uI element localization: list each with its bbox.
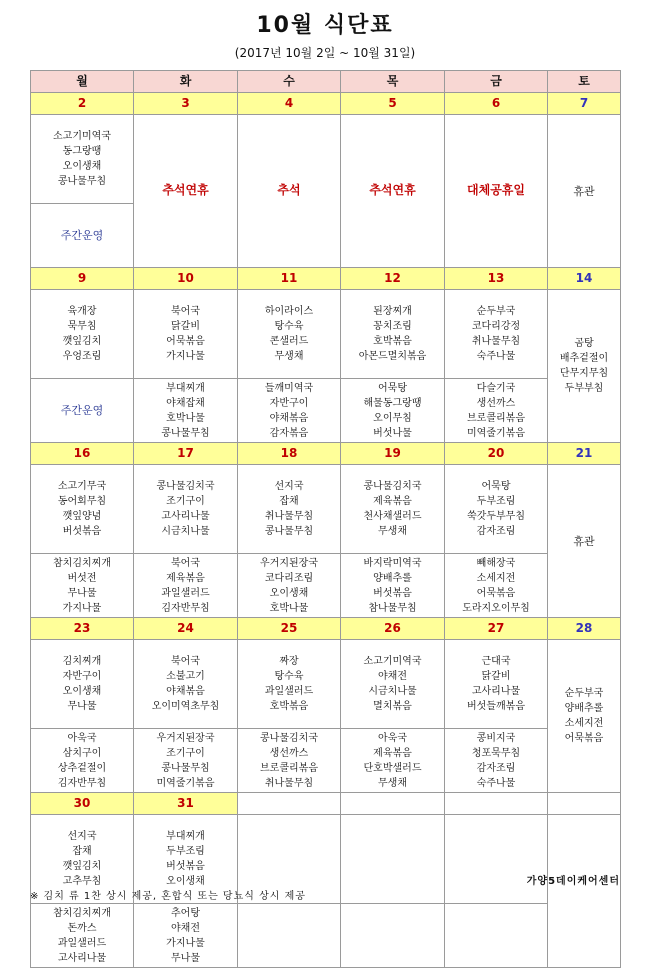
menu-item: 깻잎김치 — [62, 861, 102, 872]
menu-item: 오이생채 — [62, 161, 102, 172]
menu-item: 된장찌개 — [373, 306, 412, 317]
menu-item: 쑥갓두부무침 — [467, 511, 525, 522]
menu-item: 멸치볶음 — [373, 701, 412, 712]
date-cell: 9 — [31, 268, 134, 290]
dinner-cell — [341, 554, 445, 618]
menu-item: 천사채샐러드 — [363, 511, 422, 522]
menu-table — [30, 70, 621, 968]
dinner-cell — [134, 554, 238, 618]
lunch-row — [31, 290, 621, 379]
saturday-item: 두부부침 — [564, 383, 604, 394]
menu-item: 잡채 — [279, 496, 299, 507]
date-cell: 6 — [445, 93, 548, 115]
menu-item: 브로콜리볶음 — [467, 412, 525, 424]
dinner-row — [31, 379, 621, 443]
menu-item: 북어국 — [171, 557, 200, 569]
menu-item: 호박나물 — [269, 602, 309, 614]
dinner-cell — [31, 554, 134, 618]
menu-item: 취나물무침 — [264, 777, 314, 789]
menu-item: 시금치나물 — [161, 526, 210, 537]
weekly-operation-label: 주간운영 — [60, 403, 104, 417]
date-cell — [445, 793, 548, 815]
saturday-cell — [548, 465, 621, 618]
menu-item: 브로콜리볶음 — [260, 762, 318, 774]
date-cell — [341, 793, 445, 815]
menu-item: 과일샐러드 — [161, 587, 210, 599]
date-cell — [238, 793, 341, 815]
dinner-cell — [238, 904, 341, 968]
dinner-row — [31, 554, 621, 618]
dinner-cell — [31, 204, 134, 268]
menu-item: 야채전 — [171, 922, 200, 934]
menu-item: 상추겉절이 — [57, 762, 107, 774]
lunch-cell — [31, 290, 134, 379]
menu-item: 오이생채 — [166, 876, 205, 887]
menu-item: 부대찌개 — [166, 382, 205, 394]
holiday-cell — [445, 115, 548, 268]
menu-item: 선지국 — [274, 481, 304, 492]
saturday-item: 양배추롤 — [564, 703, 604, 714]
date-row — [31, 793, 621, 815]
saturday-item: 소세지전 — [564, 718, 604, 729]
menu-item: 어묵탕 — [378, 382, 407, 394]
menu-item: 무생채 — [274, 351, 304, 362]
date-range: (2017년 10월 2일 ~ 10월 31일) — [234, 46, 416, 60]
menu-item: 묵무침 — [67, 321, 97, 332]
menu-item: 고사리나물 — [161, 511, 210, 522]
dinner-cell — [31, 729, 134, 793]
date-cell: 16 — [31, 443, 134, 465]
menu-item: 닭갈비 — [171, 321, 200, 332]
dinner-cell — [134, 729, 238, 793]
menu-item: 김자반무침 — [161, 602, 210, 614]
date-cell: 17 — [134, 443, 238, 465]
menu-item: 조기구이 — [166, 496, 205, 507]
menu-item: 소불고기 — [166, 671, 205, 682]
menu-item: 탕수육 — [274, 671, 304, 682]
dinner-cell — [238, 379, 341, 443]
lunch-cell — [31, 115, 134, 204]
menu-item: 감자조림 — [476, 762, 516, 774]
lunch-row — [31, 115, 621, 204]
menu-item: 양배추롤 — [373, 572, 412, 584]
lunch-row — [31, 465, 621, 554]
date-cell: 26 — [341, 618, 445, 640]
menu-item: 김자반무침 — [57, 777, 107, 789]
menu-item: 미역줄기볶음 — [467, 427, 525, 439]
menu-item: 어묵볶음 — [476, 587, 516, 599]
menu-item: 고사리나물 — [471, 686, 521, 697]
lunch-cell — [341, 815, 445, 904]
lunch-cell — [238, 290, 341, 379]
menu-item: 참치김치찌개 — [53, 557, 111, 569]
menu-item: 빼해장국 — [476, 557, 516, 569]
menu-item: 콩비지국 — [476, 732, 516, 744]
dinner-cell — [341, 729, 445, 793]
holiday-label: 추석연휴 — [369, 183, 416, 197]
lunch-cell — [445, 815, 548, 904]
menu-item: 제육볶음 — [166, 572, 205, 584]
holiday-cell — [134, 115, 238, 268]
menu-item: 하이라이스 — [264, 306, 314, 317]
saturday-item: 배추겉절이 — [559, 353, 609, 364]
lunch-cell — [445, 290, 548, 379]
dinner-cell — [445, 904, 548, 968]
dinner-cell — [445, 554, 548, 618]
menu-item: 콩나물김치국 — [156, 481, 215, 492]
footnote: ※ 김치 류 1찬 상시 제공, 혼합식 또는 당뇨식 상시 제공 — [30, 891, 306, 902]
menu-item: 고추무침 — [62, 876, 102, 887]
menu-item: 도라지오이무침 — [462, 602, 530, 614]
menu-item: 무나물 — [67, 587, 97, 599]
menu-item: 버섯들깨볶음 — [467, 701, 525, 712]
saturday-cell — [548, 815, 621, 968]
menu-item: 야채볶음 — [269, 412, 309, 424]
saturday-item: 휴관 — [573, 534, 595, 548]
dinner-cell — [238, 554, 341, 618]
menu-item: 두부조림 — [476, 496, 516, 507]
menu-item: 참나물무침 — [368, 602, 417, 614]
day-header: 금 — [445, 71, 548, 93]
lunch-cell — [445, 640, 548, 729]
menu-item: 호박나물 — [166, 412, 205, 424]
date-cell: 30 — [31, 793, 134, 815]
saturday-item: 단무지무침 — [559, 368, 609, 379]
menu-item: 소세지전 — [476, 572, 516, 584]
lunch-cell — [134, 640, 238, 729]
menu-item: 숙주나물 — [476, 351, 516, 362]
date-row — [31, 268, 621, 290]
saturday-item: 곰탕 — [574, 338, 594, 349]
dinner-row — [31, 904, 621, 968]
dinner-cell — [134, 379, 238, 443]
menu-item: 버섯전 — [67, 572, 97, 584]
menu-item: 취나물무침 — [471, 336, 521, 347]
saturday-item: 순두부국 — [564, 688, 604, 699]
menu-item: 콘샐러드 — [269, 336, 309, 347]
menu-item: 콩나물무침 — [264, 526, 314, 537]
menu-item: 오이무침 — [373, 412, 412, 424]
menu-item: 제육볶음 — [373, 496, 412, 507]
day-header: 토 — [548, 71, 621, 93]
holiday-cell — [341, 115, 445, 268]
lunch-cell — [341, 290, 445, 379]
menu-item: 조기구이 — [166, 747, 205, 759]
date-cell: 27 — [445, 618, 548, 640]
date-cell: 28 — [548, 618, 621, 640]
menu-item: 과일샐러드 — [264, 686, 314, 697]
menu-item: 소고기미역국 — [363, 656, 422, 667]
menu-item: 바지락미역국 — [363, 557, 422, 569]
dinner-cell — [445, 729, 548, 793]
menu-item: 콩나물무침 — [161, 427, 210, 439]
menu-item: 동그랑땡 — [62, 146, 102, 157]
lunch-row — [31, 640, 621, 729]
dinner-cell — [445, 379, 548, 443]
date-cell: 19 — [341, 443, 445, 465]
day-header: 목 — [341, 71, 445, 93]
date-row — [31, 618, 621, 640]
menu-item: 감자조림 — [476, 526, 516, 537]
lunch-cell — [31, 640, 134, 729]
lunch-cell — [134, 290, 238, 379]
date-cell: 21 — [548, 443, 621, 465]
dinner-cell — [31, 904, 134, 968]
menu-item: 닭갈비 — [481, 671, 511, 682]
lunch-cell — [341, 640, 445, 729]
menu-item: 과일샐러드 — [57, 937, 107, 949]
date-cell: 3 — [134, 93, 238, 115]
menu-item: 부대찌개 — [166, 831, 205, 842]
menu-item: 고사리나물 — [57, 952, 107, 964]
menu-item: 무나물 — [171, 952, 200, 964]
menu-item: 북어국 — [171, 306, 200, 317]
lunch-cell — [134, 465, 238, 554]
date-cell: 2 — [31, 93, 134, 115]
menu-item: 두부조림 — [166, 846, 205, 857]
menu-item: 아욱국 — [67, 732, 97, 744]
menu-item: 순두부국 — [476, 306, 516, 317]
menu-item: 어묵볶음 — [166, 336, 205, 347]
lunch-cell — [341, 465, 445, 554]
menu-item: 미역줄기볶음 — [156, 777, 215, 789]
dinner-cell — [134, 904, 238, 968]
menu-item: 우거지된장국 — [156, 732, 215, 744]
holiday-label: 대체공휴일 — [467, 183, 525, 197]
date-cell: 12 — [341, 268, 445, 290]
menu-item: 청포묵무침 — [471, 747, 521, 759]
menu-item: 버섯볶음 — [373, 587, 412, 599]
day-header: 월 — [31, 71, 134, 93]
menu-item: 들깨미역국 — [264, 382, 314, 394]
menu-item: 코다리강정 — [471, 321, 521, 332]
menu-item: 감자볶음 — [269, 427, 309, 439]
menu-item: 취나물무침 — [264, 511, 314, 522]
menu-item: 자반구이 — [269, 397, 309, 409]
menu-item: 추어탕 — [171, 907, 200, 919]
holiday-label: 추석연휴 — [162, 183, 209, 197]
menu-item: 시금치나물 — [368, 686, 417, 697]
date-cell: 4 — [238, 93, 341, 115]
menu-item: 오이생채 — [62, 686, 102, 697]
menu-item: 무생채 — [378, 526, 407, 537]
menu-item: 코다리조림 — [264, 572, 314, 584]
date-cell: 31 — [134, 793, 238, 815]
date-row — [31, 93, 621, 115]
menu-item: 깻잎양념 — [62, 511, 102, 522]
menu-item: 야채볶음 — [166, 686, 205, 697]
menu-item: 버섯볶음 — [62, 526, 102, 537]
date-cell — [548, 793, 621, 815]
dinner-cell — [341, 904, 445, 968]
date-cell: 20 — [445, 443, 548, 465]
date-cell: 13 — [445, 268, 548, 290]
menu-item: 가지나물 — [62, 602, 102, 614]
holiday-label: 추석 — [277, 183, 301, 197]
date-cell: 23 — [31, 618, 134, 640]
menu-item: 무생채 — [378, 777, 407, 789]
date-row — [31, 443, 621, 465]
menu-item: 꽁치조림 — [373, 321, 412, 332]
menu-item: 소고기미역국 — [53, 131, 111, 142]
saturday-item: 휴관 — [573, 184, 595, 198]
saturday-cell — [548, 115, 621, 268]
dinner-cell — [31, 379, 134, 443]
menu-item: 버섯볶음 — [166, 861, 205, 872]
menu-item: 해물동그랑땡 — [363, 397, 422, 409]
date-cell: 10 — [134, 268, 238, 290]
day-header: 화 — [134, 71, 238, 93]
menu-item: 콩나물김치국 — [260, 732, 318, 744]
date-cell: 18 — [238, 443, 341, 465]
page-title: 10월 식단표 — [256, 13, 394, 38]
date-cell: 7 — [548, 93, 621, 115]
lunch-cell — [445, 465, 548, 554]
menu-item: 삼치구이 — [62, 747, 102, 759]
menu-item: 북어국 — [171, 656, 200, 667]
menu-item: 김치찌개 — [62, 656, 102, 667]
menu-item: 육개장 — [67, 306, 97, 317]
menu-item: 가지나물 — [166, 351, 205, 362]
menu-item: 아욱국 — [378, 732, 407, 744]
date-cell: 14 — [548, 268, 621, 290]
lunch-cell — [238, 465, 341, 554]
weekly-operation-label: 주간운영 — [60, 228, 104, 242]
menu-item: 탕수육 — [274, 321, 304, 332]
day-header: 수 — [238, 71, 341, 93]
lunch-cell — [31, 465, 134, 554]
menu-item: 근대국 — [481, 656, 511, 667]
menu-item: 콩나물무침 — [161, 762, 210, 774]
menu-item: 오이생채 — [269, 587, 309, 599]
menu-item: 야채전 — [378, 671, 407, 682]
menu-item: 생선까스 — [269, 747, 309, 759]
menu-item: 소고기무국 — [57, 481, 107, 492]
menu-item: 콩나물무침 — [57, 176, 107, 187]
menu-item: 단호박샐러드 — [363, 762, 422, 774]
menu-item: 가지나물 — [166, 937, 205, 949]
date-cell: 25 — [238, 618, 341, 640]
menu-item: 호박볶음 — [269, 701, 309, 712]
saturday-cell — [548, 640, 621, 793]
menu-item: 오이미역초무침 — [151, 701, 220, 712]
menu-item: 짜장 — [279, 656, 299, 667]
dinner-row — [31, 729, 621, 793]
center-name: 가양5데이케어센터 — [526, 876, 620, 887]
menu-item: 제육볶음 — [373, 747, 412, 759]
menu-item: 버섯나물 — [373, 427, 412, 439]
weekday-header-row — [31, 71, 621, 93]
menu-item: 잡채 — [72, 846, 92, 857]
dinner-cell — [238, 729, 341, 793]
menu-item: 아몬드멸치볶음 — [358, 351, 427, 362]
menu-item: 호박볶음 — [373, 336, 412, 347]
menu-item: 숙주나물 — [476, 777, 516, 789]
saturday-item: 어묵볶음 — [564, 733, 604, 744]
holiday-cell — [238, 115, 341, 268]
menu-item: 자반구이 — [62, 671, 102, 682]
menu-item: 참치김치찌개 — [53, 907, 111, 919]
saturday-cell — [548, 290, 621, 443]
date-cell: 5 — [341, 93, 445, 115]
menu-item: 선지국 — [67, 831, 97, 842]
menu-item: 우엉조림 — [62, 351, 102, 362]
menu-item: 생선까스 — [476, 397, 516, 409]
dinner-cell — [341, 379, 445, 443]
menu-item: 돈까스 — [67, 922, 97, 934]
menu-item: 깻잎김치 — [62, 336, 102, 347]
menu-item: 다슬기국 — [476, 382, 516, 394]
date-cell: 11 — [238, 268, 341, 290]
menu-item: 콩나물김치국 — [363, 481, 422, 492]
menu-item: 어묵탕 — [481, 481, 511, 492]
menu-item: 야채잡채 — [166, 397, 205, 409]
lunch-cell — [238, 640, 341, 729]
menu-item: 동어회무침 — [57, 496, 107, 507]
date-cell: 24 — [134, 618, 238, 640]
menu-item: 무나물 — [67, 701, 97, 712]
menu-item: 우거지된장국 — [260, 557, 318, 569]
